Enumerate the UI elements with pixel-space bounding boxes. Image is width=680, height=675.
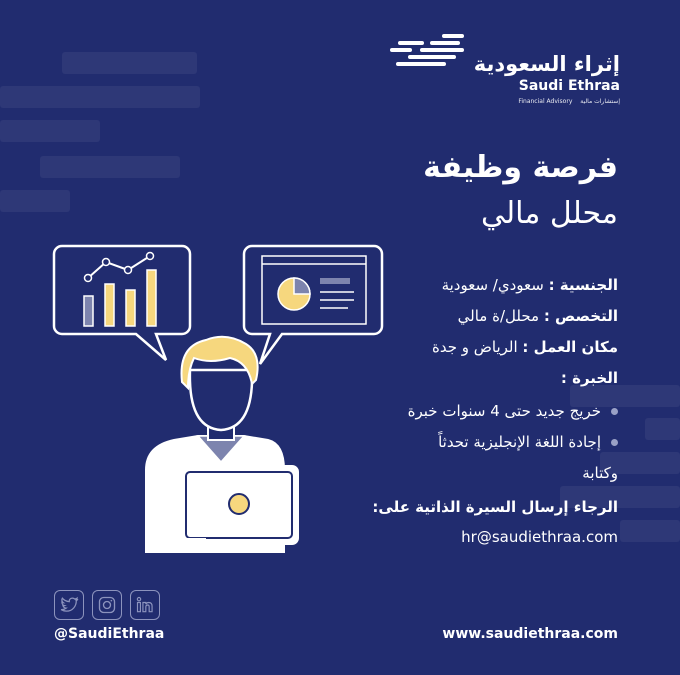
brand-logo xyxy=(445,28,620,108)
requirement-item xyxy=(408,402,618,420)
nationality-value: سعودي/ سعودية xyxy=(441,276,549,294)
requirement-text: خريج جديد حتى 4 سنوات خبرة xyxy=(407,402,601,420)
bullet-icon xyxy=(611,408,618,415)
brand-tagline-en: Financial Advisory xyxy=(518,98,573,105)
logo-stripes-icon xyxy=(390,32,470,76)
requirement-continuation: وكتابة xyxy=(582,464,618,482)
brand-tagline-ar: إستشارات مالية xyxy=(580,98,620,105)
social-handle[interactable]: @SaudiEthraa xyxy=(54,626,165,642)
specialty-label: التخصص : xyxy=(543,307,618,325)
report-bubble-icon xyxy=(244,246,382,364)
email-link[interactable]: hr@saudiethraa.com xyxy=(461,528,618,546)
decorative-strip xyxy=(40,156,180,178)
location-row xyxy=(432,338,618,356)
website-link[interactable]: www.saudiethraa.com xyxy=(442,626,618,642)
bar-chart-bubble-icon xyxy=(54,246,190,360)
job-position: محلل مالي xyxy=(481,196,618,231)
experience-label: الخبرة : xyxy=(560,369,618,387)
twitter-icon[interactable] xyxy=(54,590,84,620)
person-icon xyxy=(146,337,298,552)
specialty-row xyxy=(458,307,618,325)
requirement-item xyxy=(438,433,618,451)
instagram-camera-icon xyxy=(97,595,117,615)
location-label: مكان العمل : xyxy=(522,338,618,356)
bullet-icon xyxy=(611,439,618,446)
decorative-strip xyxy=(0,120,100,142)
decorative-strip xyxy=(620,520,680,542)
decorative-strip xyxy=(0,86,200,108)
brand-name-arabic: إثراء السعودية xyxy=(473,52,620,76)
instagram-icon[interactable] xyxy=(92,590,122,620)
nationality-label: الجنسية : xyxy=(548,276,618,294)
brand-name-english: Saudi Ethraa xyxy=(518,78,620,94)
twitter-bird-icon xyxy=(59,595,79,615)
decorative-strip xyxy=(645,418,680,440)
decorative-strip xyxy=(0,190,70,212)
location-value: الرياض و جدة xyxy=(431,338,523,356)
decorative-strip xyxy=(62,52,197,74)
brand-tagline xyxy=(512,98,620,105)
job-title: فرصة وظيفة xyxy=(423,150,618,185)
nationality-row xyxy=(442,276,618,294)
analyst-illustration xyxy=(48,240,388,560)
experience-row xyxy=(561,369,618,387)
requirement-text: إجادة اللغة الإنجليزية تحدثاً xyxy=(438,433,601,451)
cv-note: الرجاء إرسال السيرة الذاتية على: xyxy=(372,498,618,516)
linkedin-logo-icon xyxy=(135,595,155,615)
linkedin-icon[interactable] xyxy=(130,590,160,620)
specialty-value: محلل/ة مالي xyxy=(457,307,544,325)
